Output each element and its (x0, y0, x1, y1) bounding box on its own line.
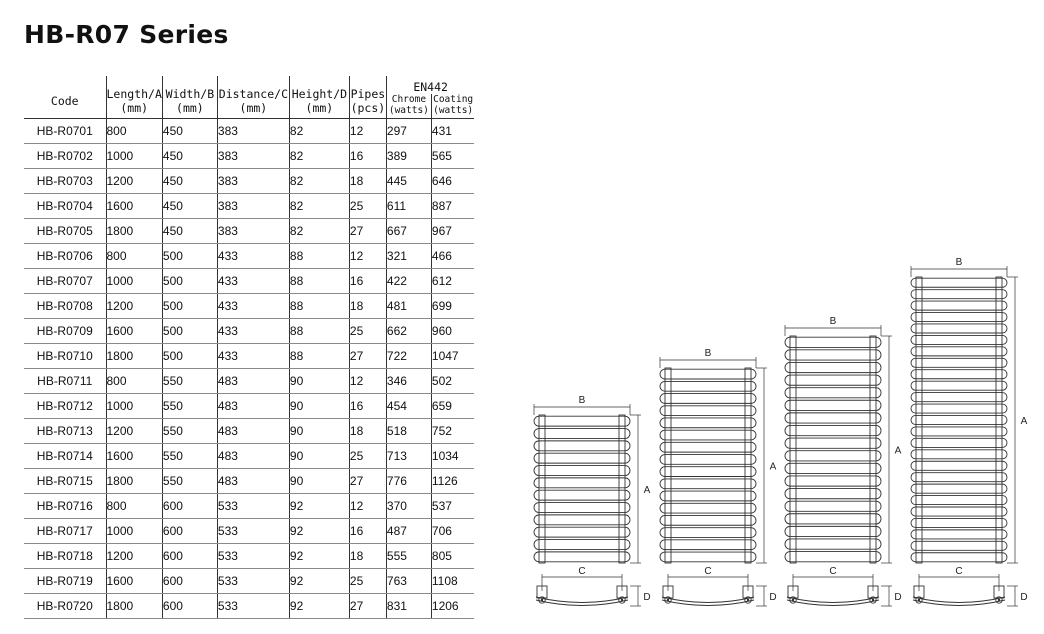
table-row (24, 369, 474, 394)
table-cell: 1200 (106, 544, 162, 569)
table-cell: 612 (431, 269, 474, 294)
dimension-label-d: D (769, 592, 777, 603)
radiator-bar (660, 503, 756, 513)
table-cell: 92 (289, 569, 349, 594)
dimension-label-c: C (955, 566, 963, 577)
dimension-label-a: A (643, 485, 651, 496)
radiator-bar (785, 375, 881, 385)
header-distance: Distance/C (mm) (217, 76, 289, 119)
radiator-rail (996, 277, 1002, 563)
table-cell: 1200 (106, 419, 162, 444)
dimension-label-b: B (578, 395, 586, 406)
table-cell: 667 (386, 219, 431, 244)
table-cell: 1600 (106, 569, 162, 594)
table-cell: 600 (162, 569, 217, 594)
table-cell: 90 (289, 369, 349, 394)
table-cell: 383 (217, 219, 289, 244)
table-cell: 433 (217, 344, 289, 369)
table-cell: 16 (349, 269, 386, 294)
table-cell: 1200 (106, 294, 162, 319)
table-cell: 12 (349, 494, 386, 519)
table-cell: 383 (217, 169, 289, 194)
table-cell: 82 (289, 169, 349, 194)
radiator-drawing (911, 257, 1028, 606)
table-cell: 555 (386, 544, 431, 569)
table-row (24, 544, 474, 569)
table-row (24, 219, 474, 244)
table-row (24, 119, 474, 144)
table-cell-code: HB-R0704 (24, 194, 106, 219)
table-cell: 450 (162, 144, 217, 169)
table-cell: 18 (349, 419, 386, 444)
radiator-bar (911, 404, 1007, 413)
table-cell: 431 (431, 119, 474, 144)
table-cell: 90 (289, 419, 349, 444)
radiator-bar (660, 381, 756, 391)
radiator-bar (911, 301, 1007, 310)
dimension-label-c: C (704, 566, 712, 577)
table-cell: 1000 (106, 394, 162, 419)
radiator-bar (785, 350, 881, 360)
dimension-label-b: B (829, 316, 837, 327)
table-cell: 800 (106, 119, 162, 144)
radiator-bar (534, 453, 630, 463)
radiator-bar (911, 507, 1007, 516)
radiator-bar (911, 541, 1007, 550)
header-chrome: Chrome (watts) (386, 94, 431, 119)
radiator-rail (790, 336, 796, 563)
radiator-rail (665, 368, 671, 563)
radiator-bar (785, 438, 881, 448)
header-pipes: Pipes (pcs) (349, 76, 386, 119)
table-cell: 1000 (106, 519, 162, 544)
radiator-bar (660, 552, 756, 562)
table-cell: 389 (386, 144, 431, 169)
table-row (24, 519, 474, 544)
radiator-bar (534, 416, 630, 426)
radiator-bar (660, 418, 756, 428)
table-cell: 25 (349, 569, 386, 594)
radiator-bar (785, 413, 881, 423)
table-cell: 1600 (106, 194, 162, 219)
radiator-bar (785, 425, 881, 435)
radiator-bar (911, 393, 1007, 402)
table-cell: 887 (431, 194, 474, 219)
table-cell: 92 (289, 519, 349, 544)
table-cell: 500 (162, 269, 217, 294)
table-cell: 18 (349, 544, 386, 569)
table-cell: 383 (217, 194, 289, 219)
radiator-drawing (785, 316, 902, 606)
radiator-plan-view (536, 566, 651, 606)
table-cell: 92 (289, 594, 349, 619)
table-row (24, 169, 474, 194)
radiator-bar (660, 369, 756, 379)
table-cell: 1800 (106, 344, 162, 369)
table-cell: 25 (349, 194, 386, 219)
radiator-rail (916, 277, 922, 563)
table-row (24, 294, 474, 319)
table-cell: 550 (162, 469, 217, 494)
table-cell: 537 (431, 494, 474, 519)
table-cell: 763 (386, 569, 431, 594)
table-cell: 1600 (106, 444, 162, 469)
table-row (24, 394, 474, 419)
radiator-bar (660, 467, 756, 477)
table-cell: 88 (289, 244, 349, 269)
radiator-bar (534, 527, 630, 537)
table-cell: 699 (431, 294, 474, 319)
table-cell-code: HB-R0709 (24, 319, 106, 344)
radiator-bar (660, 394, 756, 404)
table-cell-code: HB-R0711 (24, 369, 106, 394)
radiator-bar (534, 490, 630, 500)
radiator-bar (911, 347, 1007, 356)
table-cell-code: HB-R0708 (24, 294, 106, 319)
radiator-bar (911, 358, 1007, 367)
table-cell: 16 (349, 394, 386, 419)
table-cell: 1126 (431, 469, 474, 494)
table-cell: 1034 (431, 444, 474, 469)
header-width: Width/B (mm) (162, 76, 217, 119)
dimension-label-c: C (578, 566, 586, 577)
table-cell: 518 (386, 419, 431, 444)
radiator-bar (660, 528, 756, 538)
table-row (24, 594, 474, 619)
table-cell: 1800 (106, 469, 162, 494)
table-cell: 445 (386, 169, 431, 194)
radiator-bar (660, 430, 756, 440)
table-cell: 16 (349, 519, 386, 544)
table-cell: 533 (217, 544, 289, 569)
table-cell: 88 (289, 269, 349, 294)
radiator-bar (911, 370, 1007, 379)
table-cell: 500 (162, 244, 217, 269)
table-cell-code: HB-R0714 (24, 444, 106, 469)
header-height: Height/D (mm) (289, 76, 349, 119)
table-cell: 16 (349, 144, 386, 169)
table-cell: 483 (217, 469, 289, 494)
table-row (24, 319, 474, 344)
table-cell: 565 (431, 144, 474, 169)
table-cell: 550 (162, 369, 217, 394)
radiator-bar (785, 552, 881, 562)
table-cell: 82 (289, 194, 349, 219)
dimension-label-a: A (1020, 416, 1028, 427)
radiator-bar (785, 451, 881, 461)
radiator-bar (911, 530, 1007, 539)
radiator-bar (660, 515, 756, 525)
radiator-bar (534, 503, 630, 513)
table-cell: 659 (431, 394, 474, 419)
table-cell: 600 (162, 519, 217, 544)
table-cell: 82 (289, 119, 349, 144)
radiator-bar (911, 335, 1007, 344)
radiator-bar (911, 427, 1007, 436)
table-cell-code: HB-R0703 (24, 169, 106, 194)
table-row (24, 194, 474, 219)
table-cell: 1000 (106, 269, 162, 294)
radiator-bar (785, 362, 881, 372)
radiator-bar (785, 463, 881, 473)
table-cell: 776 (386, 469, 431, 494)
radiator-bar (785, 337, 881, 347)
table-cell: 800 (106, 244, 162, 269)
table-cell: 752 (431, 419, 474, 444)
table-cell: 12 (349, 244, 386, 269)
dimension-label-c: C (829, 566, 837, 577)
table-cell: 600 (162, 494, 217, 519)
dimension-label-b: B (704, 348, 712, 359)
table-cell: 800 (106, 494, 162, 519)
radiator-bar (911, 324, 1007, 333)
radiator-bar (534, 429, 630, 439)
table-cell: 481 (386, 294, 431, 319)
radiator-bar (911, 290, 1007, 299)
radiator-bar (534, 552, 630, 562)
page-title: HB-R07 Series (24, 20, 229, 49)
table-cell-code: HB-R0706 (24, 244, 106, 269)
radiator-rail (619, 415, 625, 563)
table-cell-code: HB-R0718 (24, 544, 106, 569)
table-cell: 831 (386, 594, 431, 619)
table-cell: 92 (289, 544, 349, 569)
table-cell-code: HB-R0715 (24, 469, 106, 494)
radiator-bar (785, 539, 881, 549)
table-cell: 722 (386, 344, 431, 369)
radiator-rail (745, 368, 751, 563)
header-coating: Coating (watts) (431, 94, 474, 119)
table-row (24, 494, 474, 519)
table-cell: 500 (162, 319, 217, 344)
table-cell: 90 (289, 469, 349, 494)
table-cell: 600 (162, 544, 217, 569)
table-cell: 1108 (431, 569, 474, 594)
radiator-bar (911, 518, 1007, 527)
table-cell: 422 (386, 269, 431, 294)
table-cell-code: HB-R0702 (24, 144, 106, 169)
table-cell: 550 (162, 419, 217, 444)
table-cell: 960 (431, 319, 474, 344)
table-cell-code: HB-R0712 (24, 394, 106, 419)
dimension-label-a: A (894, 445, 902, 457)
table-cell: 450 (162, 169, 217, 194)
table-cell: 27 (349, 344, 386, 369)
dimension-label-b: B (955, 257, 963, 268)
table-cell: 533 (217, 519, 289, 544)
table-cell: 1000 (106, 144, 162, 169)
radiator-bar (534, 515, 630, 525)
table-row (24, 419, 474, 444)
radiator-bar (911, 278, 1007, 287)
header-en442: EN442 (386, 76, 474, 94)
radiator-bar (660, 406, 756, 416)
specification-table (24, 76, 474, 619)
table-cell: 1047 (431, 344, 474, 369)
radiator-bar (911, 313, 1007, 322)
table-cell: 346 (386, 369, 431, 394)
table-cell: 533 (217, 594, 289, 619)
table-cell: 383 (217, 119, 289, 144)
table-cell: 27 (349, 594, 386, 619)
table-cell: 383 (217, 144, 289, 169)
radiator-bar (660, 455, 756, 465)
radiator-bar (785, 489, 881, 499)
table-cell: 88 (289, 344, 349, 369)
radiator-bar (785, 526, 881, 536)
table-cell: 487 (386, 519, 431, 544)
radiator-bar (660, 479, 756, 489)
table-cell: 533 (217, 569, 289, 594)
table-cell: 483 (217, 369, 289, 394)
table-row (24, 569, 474, 594)
radiator-bar (911, 496, 1007, 505)
radiator-drawing (660, 348, 777, 606)
table-cell: 600 (162, 594, 217, 619)
radiator-bar (660, 491, 756, 501)
table-cell: 1800 (106, 594, 162, 619)
radiator-bar (785, 400, 881, 410)
table-cell: 90 (289, 444, 349, 469)
table-cell: 297 (386, 119, 431, 144)
table-cell: 12 (349, 119, 386, 144)
table-row (24, 244, 474, 269)
table-cell: 25 (349, 319, 386, 344)
table-cell: 82 (289, 144, 349, 169)
table-cell: 706 (431, 519, 474, 544)
table-cell: 1800 (106, 219, 162, 244)
table-cell: 321 (386, 244, 431, 269)
table-cell: 967 (431, 219, 474, 244)
table-cell: 433 (217, 269, 289, 294)
radiator-bar (785, 514, 881, 524)
table-cell: 1206 (431, 594, 474, 619)
table-row (24, 469, 474, 494)
radiator-bar (534, 466, 630, 476)
table-cell: 433 (217, 294, 289, 319)
radiator-rail (870, 336, 876, 563)
radiator-bar (911, 473, 1007, 482)
radiator-plan-view (913, 566, 1028, 606)
radiator-bar (911, 461, 1007, 470)
radiator-bar (911, 484, 1007, 493)
radiator-plan-view (787, 566, 902, 606)
table-cell-code: HB-R0720 (24, 594, 106, 619)
table-cell: 90 (289, 394, 349, 419)
radiator-bar (911, 438, 1007, 447)
radiator-drawing (534, 395, 651, 606)
table-cell: 611 (386, 194, 431, 219)
table-cell: 450 (162, 219, 217, 244)
radiator-rail (539, 415, 545, 563)
table-cell: 88 (289, 319, 349, 344)
table-cell: 1600 (106, 319, 162, 344)
table-cell-code: HB-R0710 (24, 344, 106, 369)
table-cell: 1200 (106, 169, 162, 194)
table-cell: 454 (386, 394, 431, 419)
table-cell: 466 (431, 244, 474, 269)
table-cell-code: HB-R0707 (24, 269, 106, 294)
radiator-bar (911, 415, 1007, 424)
radiator-bar (911, 381, 1007, 390)
table-cell: 433 (217, 319, 289, 344)
table-cell: 27 (349, 469, 386, 494)
radiator-plan-view (662, 566, 777, 606)
table-cell-code: HB-R0719 (24, 569, 106, 594)
radiator-bar (660, 442, 756, 452)
table-cell: 88 (289, 294, 349, 319)
table-cell: 550 (162, 394, 217, 419)
table-cell: 533 (217, 494, 289, 519)
radiator-bar (785, 501, 881, 511)
radiator-bar (534, 478, 630, 488)
header-code: Code (24, 76, 106, 119)
table-cell: 800 (106, 369, 162, 394)
table-cell: 12 (349, 369, 386, 394)
table-cell: 25 (349, 444, 386, 469)
dimension-label-d: D (894, 592, 902, 603)
table-cell: 500 (162, 344, 217, 369)
table-cell-code: HB-R0713 (24, 419, 106, 444)
table-cell: 27 (349, 219, 386, 244)
table-cell: 646 (431, 169, 474, 194)
table-cell: 450 (162, 119, 217, 144)
table-cell: 713 (386, 444, 431, 469)
dimension-label-d: D (643, 592, 651, 603)
radiator-bar (660, 540, 756, 550)
radiator-bar (785, 476, 881, 486)
table-row (24, 444, 474, 469)
table-cell: 92 (289, 494, 349, 519)
table-cell: 502 (431, 369, 474, 394)
radiator-bar (911, 553, 1007, 562)
radiator-bar (534, 441, 630, 451)
table-cell-code: HB-R0716 (24, 494, 106, 519)
table-cell: 370 (386, 494, 431, 519)
radiator-dimension-diagram (520, 250, 1035, 620)
table-cell: 82 (289, 219, 349, 244)
table-cell: 18 (349, 169, 386, 194)
table-cell: 662 (386, 319, 431, 344)
table-row (24, 344, 474, 369)
table-row (24, 269, 474, 294)
radiator-bar (911, 450, 1007, 459)
table-cell: 483 (217, 419, 289, 444)
table-cell: 550 (162, 444, 217, 469)
header-length: Length/A (mm) (106, 76, 162, 119)
table-row (24, 144, 474, 169)
table-cell-code: HB-R0705 (24, 219, 106, 244)
radiator-bar (785, 388, 881, 398)
table-cell: 18 (349, 294, 386, 319)
table-cell: 483 (217, 444, 289, 469)
table-cell: 450 (162, 194, 217, 219)
dimension-label-d: D (1020, 592, 1028, 603)
radiator-bar (534, 540, 630, 550)
table-cell: 483 (217, 394, 289, 419)
table-cell: 500 (162, 294, 217, 319)
table-cell: 805 (431, 544, 474, 569)
table-cell: 433 (217, 244, 289, 269)
table-cell-code: HB-R0717 (24, 519, 106, 544)
dimension-label-a: A (769, 461, 777, 473)
table-cell-code: HB-R0701 (24, 119, 106, 144)
